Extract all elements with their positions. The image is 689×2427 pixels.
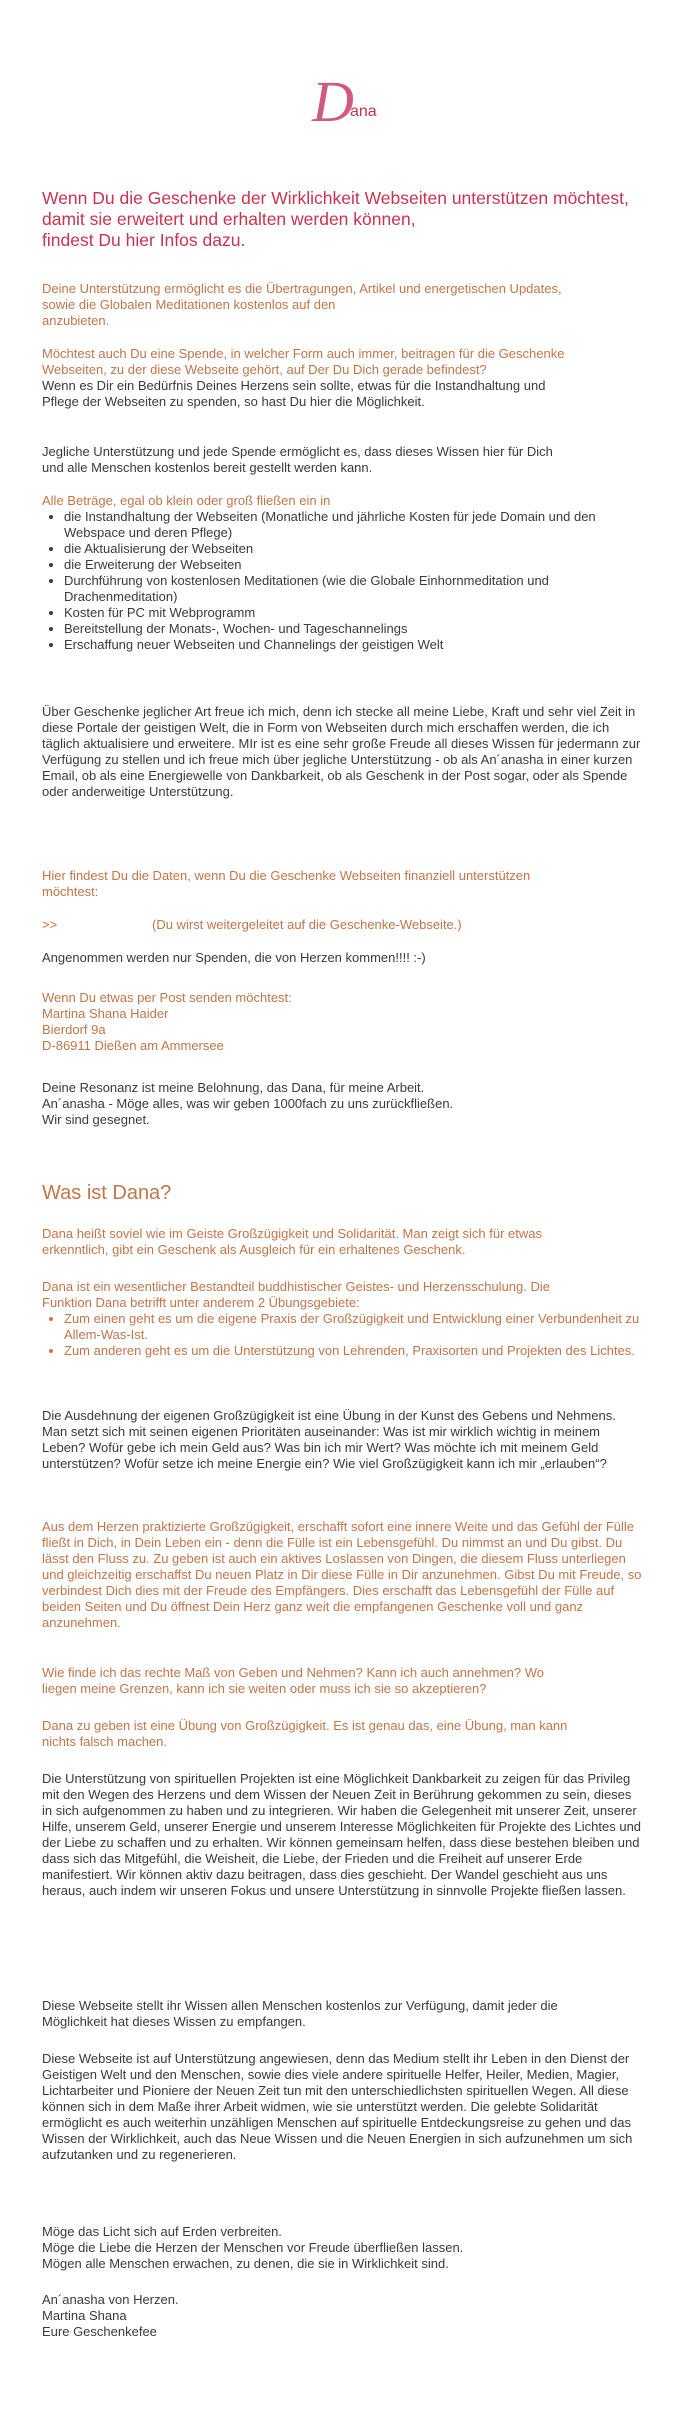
dana-paragraph-7 xyxy=(42,1771,642,1899)
cost-list xyxy=(42,509,642,653)
logo-text: ana xyxy=(350,103,377,120)
signature-line: An´anasha von Herzen. xyxy=(42,2292,179,2307)
text-line: Deine Unterstützung ermöglicht es die Übertragungen, Artikel und energetischen Updates, xyxy=(42,281,562,296)
text-line: Pflege der Webseiten zu spenden, so hast Du hier die Möglichkeit. xyxy=(42,394,425,409)
text-paragraph: Die Ausdehnung der eigenen Großzügigkeit ist eine Übung in der Kunst des Gebens und Nehmens. Man setzt sich mit seinen eigenen Prioritäten auseinander: Was ist mir wirklich wichtig in meinem Leben? Wofür gebe ich mein Geld aus? Was bin ich mir Wert? Was möchte ich mit meinem Geld unterstützen? Wofür setze ich meine Energie ein? Wie viel Großzügigkeit kann ich mir „erlauben“? xyxy=(42,1408,616,1471)
text-line: möchtest: xyxy=(42,884,99,899)
text-line: sowie die Globalen Meditationen kostenlos auf den xyxy=(42,297,336,312)
text-line: Diese Webseite stellt ihr Wissen allen Menschen kostenlos zur Verfügung, damit jeder die xyxy=(42,1998,558,2013)
text-line: Dana heißt soviel wie im Geiste Großzügigkeit und Solidarität. Man zeigt sich für etwas xyxy=(42,1226,542,1241)
intro-paragraph-2 xyxy=(42,346,642,410)
signature-line: Eure Geschenkefee xyxy=(42,2324,157,2339)
list-item: • Zum anderen geht es um die Unterstützung von Lehrenden, Praxisorten und Projekten des Lichtes. xyxy=(64,1343,642,1359)
text-line: Möglichkeit hat dieses Wissen zu empfangen. xyxy=(42,2014,306,2029)
text-line: Möge die Liebe die Herzen der Menschen vor Freude überfließen lassen. xyxy=(42,2240,464,2255)
text-line: Dana zu geben ist eine Übung von Großzügigkeit. Es ist genau das, eine Übung, man kann xyxy=(42,1718,568,1733)
text-line: Jegliche Unterstützung und jede Spende ermöglicht es, dass dieses Wissen hier für Dich xyxy=(42,444,553,459)
address-line: Bierdorf 9a xyxy=(42,1022,106,1037)
list-item: • Bereitstellung der Monats-, Wochen- und Tageschannelings xyxy=(64,621,642,637)
dana-paragraph-8 xyxy=(42,1998,642,2030)
text-line: An´anasha - Möge alles, was wir geben 1000fach zu uns zurückfließen. xyxy=(42,1096,454,1111)
address-line: Martina Shana Haider xyxy=(42,1006,169,1021)
list-item: • die Aktualisierung der Webseiten xyxy=(64,541,642,557)
text-line: Webseiten, zu der diese Webseite gehört, auf Der Du Dich gerade befindest? xyxy=(42,362,487,377)
text-line: und alle Menschen kostenlos bereit gestellt werden kann. xyxy=(42,460,373,475)
text-line: liegen meine Grenzen, kann ich sie weiten oder muss ich sie so akzeptieren? xyxy=(42,1681,487,1696)
dana-paragraph-5 xyxy=(42,1665,642,1697)
logo-letter: D xyxy=(312,69,354,134)
text-line: Wenn es Dir ein Bedürfnis Deines Herzens sein sollte, etwas für die Instandhaltung und xyxy=(42,378,546,393)
intro-paragraph-5 xyxy=(42,868,642,900)
dana-paragraph-3 xyxy=(42,1408,642,1472)
headline-line: damit sie erweitert und erhalten werden können, xyxy=(42,209,416,229)
list-item: • Kosten für PC mit Webprogramm xyxy=(64,605,642,621)
list-item: • die Erweiterung der Webseiten xyxy=(64,557,642,573)
text-paragraph: Die Unterstützung von spirituellen Projekten ist eine Möglichkeit Dankbarkeit zu zeigen für das Privileg mit den Wegen des Herzens und dem Wissen der Neuen Zeit in Berührung gekommen zu sein, dieses in sich aufgenommen zu haben und zu integrieren. Wir haben die Gelegenheit mit unserer Zeit, unserer Hilfe, unserem Geld, unserer Energie und unserem Interesse Möglichkeiten für Projekte des Lichtes und der Liebe zu schaffen und zu erhalten. Wir können gemeinsam helfen, dass diese bestehen bleiben und dass sich das Mitgefühl, die Weisheit, die Liebe, der Frieden und die Freiheit auf unserer Erde manifestiert. Wir können aktiv dazu beitragen, dass dies geschieht. Der Wandel geschieht aus uns heraus, auch indem wir unseren Fokus und unsere Unterstützung in sinnvolle Projekte fließen lassen. xyxy=(42,1771,642,1898)
headline-line: Wenn Du die Geschenke der Wirklichkeit Webseiten unterstützen möchtest, xyxy=(42,188,629,208)
text-line: nichts falsch machen. xyxy=(42,1734,168,1749)
text-paragraph: Über Geschenke jeglicher Art freue ich mich, denn ich stecke all meine Liebe, Kraft und sehr viel Zeit in diese Portale der geistigen Welt, die in Form von Webseiten durch mich erschaffen werden, die ich täglich aktualisiere und erweitere. MIr ist es eine sehr große Freude all dieses Wissen für jedermann zur Verfügung zu stellen und ich freue mich über jegliche Unterstützung - ob als An´anasha in einer kurzen Email, ob als eine Energiewelle von Dankbarkeit, ob als Geschenk in der Post sogar, oder als Spende oder anderweitige Unterstützung. xyxy=(42,704,641,799)
logo[interactable] xyxy=(312,69,402,134)
intro-paragraph-3 xyxy=(42,444,642,476)
intro-headline xyxy=(42,188,642,251)
dana-paragraph-6 xyxy=(42,1718,642,1750)
postal-address xyxy=(42,990,642,1054)
donation-link[interactable]: (Du wirst weitergeleitet auf die Geschenke-Webseite.) xyxy=(152,917,462,932)
intro-paragraph-4 xyxy=(42,704,642,800)
text-line: Angenommen werden nur Spenden, die von Herzen kommen!!!! :-) xyxy=(42,950,426,965)
intro-paragraph-7 xyxy=(42,1080,642,1128)
list-item: • Durchführung von kostenlosen Meditationen (wie die Globale Einhornmeditation und Drachenmeditation) xyxy=(64,573,642,605)
text-line: Hier findest Du die Daten, wenn Du die Geschenke Webseiten finanziell unterstützen xyxy=(42,868,531,883)
donation-link-row[interactable] xyxy=(42,917,642,933)
dana-paragraph-10 xyxy=(42,2224,642,2272)
address-line: Wenn Du etwas per Post senden möchtest: xyxy=(42,990,292,1005)
cost-list-block xyxy=(42,493,642,653)
dana-paragraph-1 xyxy=(42,1226,642,1258)
text-line: Dana ist ein wesentlicher Bestandteil buddhistischer Geistes- und Herzensschulung. Die xyxy=(42,1279,550,1294)
address-line: D-86911 Dießen am Ammersee xyxy=(42,1038,224,1053)
dana-paragraph-2 xyxy=(42,1279,642,1359)
headline-line: findest Du hier Infos dazu. xyxy=(42,230,246,250)
text-line: anzubieten. xyxy=(42,313,110,328)
text-line: Deine Resonanz ist meine Belohnung, das Dana, für meine Arbeit. xyxy=(42,1080,425,1095)
text-paragraph: Diese Webseite ist auf Unterstützung angewiesen, denn das Medium stellt ihr Leben in den Dienst der Geistigen Welt und den Menschen, sowie dies viele andere spirituelle Helfer, Heiler, Medien, Magier, Lichtarbeiter und Pioniere der Neuen Zeit tun mit den unterschiedlichsten spirituellen Wegen. All diese können sich in dem Maße ihrer Arbeit widmen, wie sie unterstützt werden. Die gelebte Solidarität ermöglicht es auch weiterhin unzähligen Menschen auf spirituelle Entdeckungsreise zu gehen und das Wissen der Wirklichkeit, auch das Neue Wissen und die Neuen Energien in sich aufzunehmen um sich aufzutanken und zu regenerieren. xyxy=(42,2051,633,2162)
list-item: • Erschaffung neuer Webseiten und Channelings der geistigen Welt xyxy=(64,637,642,653)
dana-heading: Was ist Dana? xyxy=(42,1182,172,1204)
dana-paragraph-4 xyxy=(42,1519,642,1631)
signature-line: Martina Shana xyxy=(42,2308,127,2323)
dana-list xyxy=(42,1311,642,1359)
text-paragraph: Aus dem Herzen praktizierte Großzügigkeit, erschafft sofort eine innere Weite und das Gefühl der Fülle fließt in Dich, in Dein Leben ein - denn die Fülle ist ein Lebensgefühl. Du nimmst an und Du gibst. Du lässt den Fluss zu. Zu geben ist auch ein aktives Loslassen von Dingen, die diesem Fluss unterliegen und gleichzeitig erschaffst Du neuen Platz in Dir diese Fülle in Dir anzunehmen. Gibst Du mit Freude, so verbindest Dich dies mit der Freude des Empfängers. Dies erschafft das Lebensgefühl der Fülle auf beiden Seiten und Du öffnest Dein Herz ganz weit die empfangenen Geschenke voll und ganz anzunehmen. xyxy=(42,1519,642,1630)
link-arrow[interactable]: >> xyxy=(42,917,58,932)
text-line: Wir sind gesegnet. xyxy=(42,1112,150,1127)
text-line: Mögen alle Menschen erwachen, zu denen, die sie in Wirklichkeit sind. xyxy=(42,2256,449,2271)
list-item: • Zum einen geht es um die eigene Praxis der Großzügigkeit und Entwicklung einer Verbundenheit zu Allem-Was-Ist. xyxy=(64,1311,642,1343)
intro-paragraph-6 xyxy=(42,950,642,966)
text-line: erkenntlich, gibt ein Geschenk als Ausgleich für ein erhaltenes Geschenk. xyxy=(42,1242,466,1257)
cost-list-title: Alle Beträge, egal ob klein oder groß fließen ein in xyxy=(42,493,331,508)
signature xyxy=(42,2292,642,2340)
text-line: Möchtest auch Du eine Spende, in welcher Form auch immer, beitragen für die Geschenke xyxy=(42,346,565,361)
text-line: Wie finde ich das rechte Maß von Geben und Nehmen? Kann ich auch annehmen? Wo xyxy=(42,1665,545,1680)
intro-paragraph-1 xyxy=(42,281,642,329)
text-line: Möge das Licht sich auf Erden verbreiten. xyxy=(42,2224,282,2239)
dana-paragraph-9 xyxy=(42,2051,642,2163)
list-item: • die Instandhaltung der Webseiten (Monatliche und jährliche Kosten für jede Domain und den Webspace und deren Pflege) xyxy=(64,509,642,541)
text-line: Funktion Dana betrifft unter anderem 2 Übungsgebiete: xyxy=(42,1295,360,1310)
